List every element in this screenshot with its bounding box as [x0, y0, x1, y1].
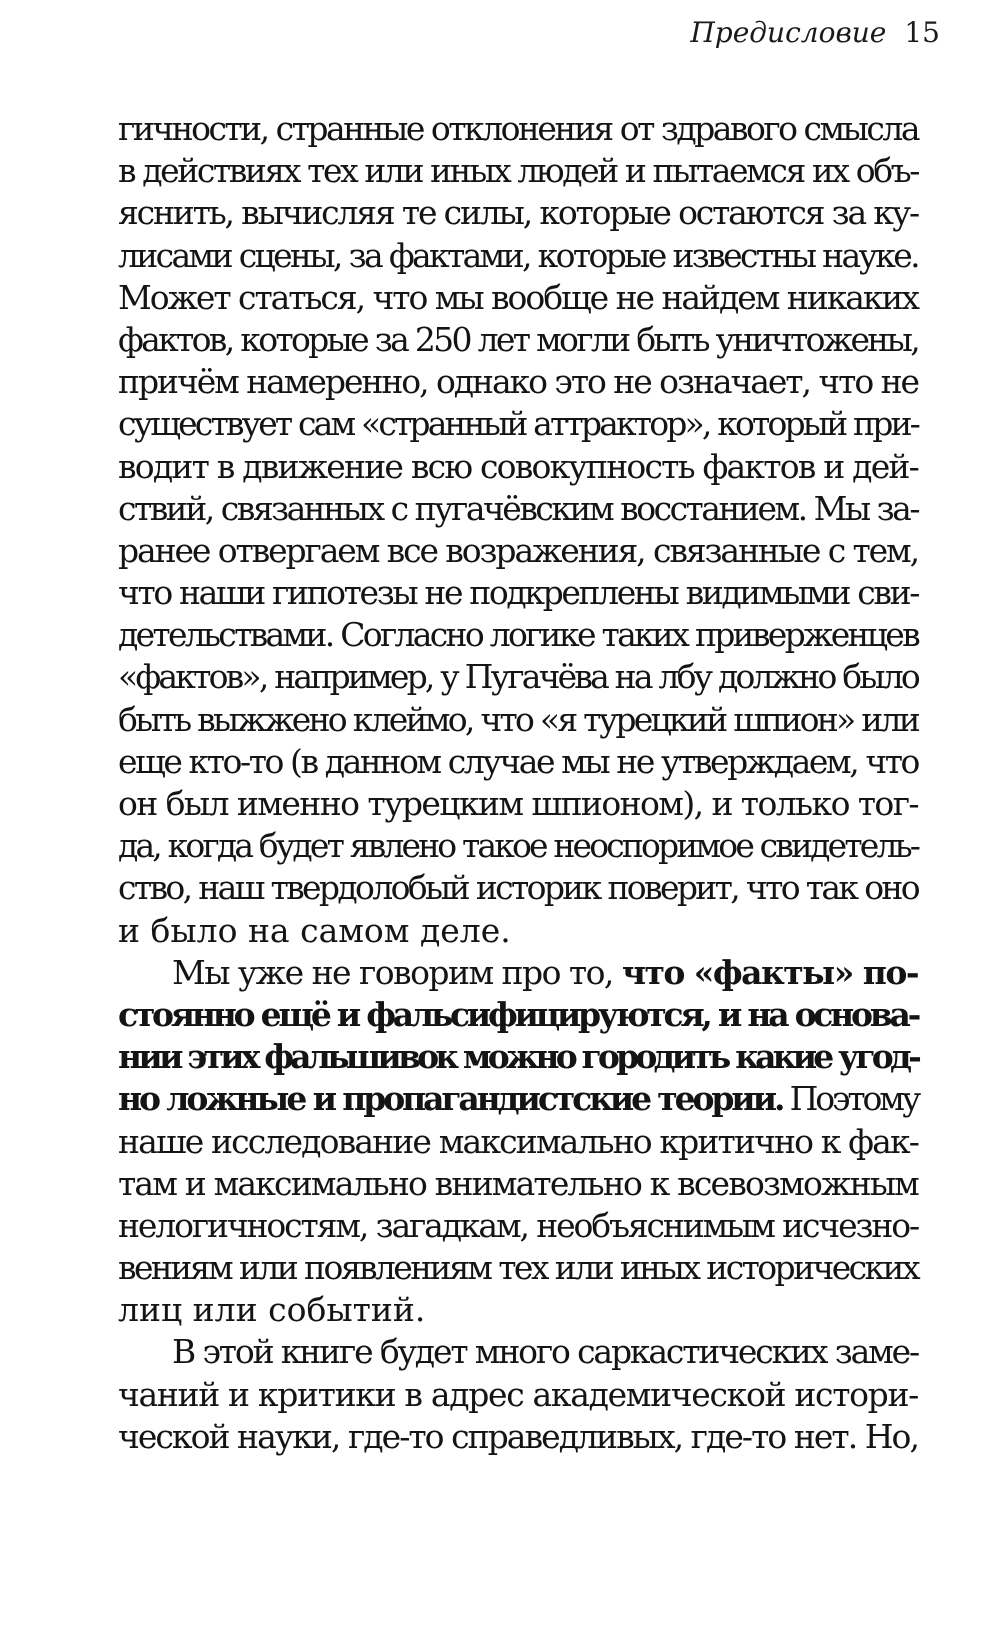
text-line: в действиях тех или иных людей и пытаемся их объ- — [118, 151, 918, 191]
text-line: В этой книге будет много саркастических заме- — [172, 1332, 918, 1372]
text-line: наше исследование максимально критично к фак- — [118, 1121, 918, 1161]
bold-text: но ложные и пропагандистские теории. — [118, 1079, 783, 1119]
body-text — [118, 108, 918, 1458]
text-line: быть выжжено клеймо, что «я турецкий шпион» или — [118, 699, 918, 739]
text-line: и было на самом деле. — [118, 910, 511, 950]
text-line — [118, 994, 918, 1036]
plain-text: Поэтому — [782, 1079, 919, 1119]
plain-text: Мы уже не говорим про то, — [172, 952, 622, 992]
text-line: детельствами. Согласно логике таких приверженцев — [118, 615, 918, 655]
paragraph-3 — [118, 1331, 918, 1458]
section-title: Предисловие — [690, 16, 887, 49]
text-line: водит в движение всю совокупность фактов и дей- — [118, 446, 918, 486]
text-line: ранее отвергаем все возражения, связанные с тем, — [118, 530, 918, 570]
bold-text: стоянно ещё и фальсифицируются, и на основа- — [118, 994, 918, 1034]
bold-text: нии этих фальшивок можно городить какие угод- — [118, 1037, 918, 1077]
text-line: там и максимально внимательно к всевозможным — [118, 1163, 918, 1203]
text-line: фактов, которые за 250 лет могли быть уничтожены, — [118, 319, 918, 359]
text-line: лиц или событий. — [118, 1290, 426, 1330]
text-line: ствий, связанных с пугачёвским восстанием. Мы за- — [118, 488, 918, 528]
text-line — [118, 1036, 918, 1078]
text-line: он был именно турецким шпионом), и только тог- — [118, 784, 918, 823]
text-line: лисами сцены, за фактами, которые известны науке. — [118, 235, 918, 275]
text-line: еще кто-то (в данном случае мы не утверждаем, что — [118, 741, 918, 781]
text-line: яснить, вычисляя те силы, которые остаются за ку- — [118, 193, 918, 233]
text-line: ство, наш твердолобый историк поверит, что так оно — [118, 868, 918, 908]
text-line: что наши гипотезы не подкреплены видимыми сви- — [118, 573, 918, 613]
running-header — [690, 16, 940, 49]
text-line: ческой науки, где-то справедливых, где-то нет. Но, — [118, 1416, 918, 1456]
bold-text: что «факты» по- — [621, 952, 918, 992]
text-line: вениям или появлениям тех или иных исторических — [118, 1248, 918, 1288]
text-line: чаний и критики в адрес академической истори- — [118, 1374, 918, 1414]
page-number: 15 — [904, 16, 940, 49]
paragraph-2 — [118, 952, 918, 1332]
paragraph-1 — [118, 108, 918, 952]
text-line: нелогичностям, загадкам, необъяснимым исчезно- — [118, 1205, 918, 1245]
text-line: да, когда будет явлено такое неоспоримое свидетель- — [118, 826, 918, 866]
text-line — [118, 1078, 918, 1120]
text-line: гичности, странные отклонения от здравого смысла — [118, 109, 918, 148]
text-line: существует сам «странный аттрактор», который при- — [118, 404, 918, 444]
text-line — [118, 952, 918, 994]
text-line: Может статься, что мы вообще не найдем никаких — [118, 277, 918, 317]
text-line: «фактов», например, у Пугачёва на лбу должно было — [118, 657, 918, 697]
text-line: причём намеренно, однако это не означает, что не — [118, 362, 918, 402]
